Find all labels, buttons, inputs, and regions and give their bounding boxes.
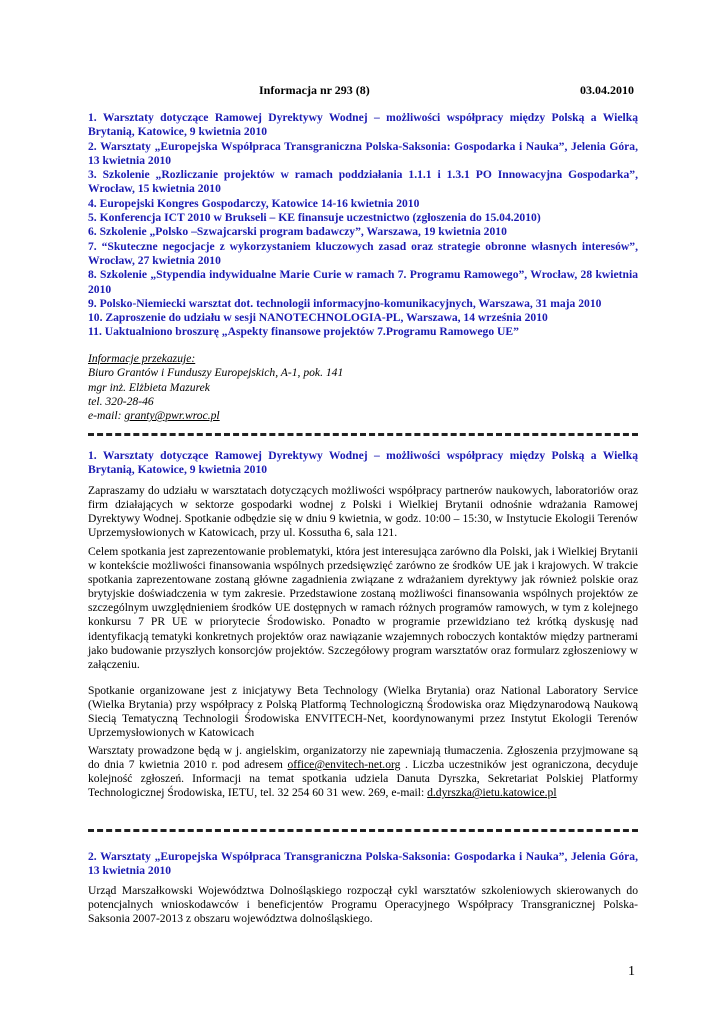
contact-email-link[interactable]: granty@pwr.wroc.pl [124,409,220,423]
toc-item-7[interactable]: 7. “Skuteczne negocjacje z wykorzystaniem kluczowych zasad oraz strategie obronne własnych interesów”, Wrocław, 27 kwietnia 2010 [88,239,638,267]
toc-item-10[interactable]: 10. Zaproszenie do udziału w sesji NANOTECHNOLOGIA-PL, Warszawa, 14 września 2010 [88,311,548,325]
contact-organization: Biuro Grantów i Funduszy Europejskich, A-1, pok. 141 [88,366,344,380]
section-1-p4-text-b: . Liczba uczestników jest ograniczona, decyduje kolejność zgłoszeń. Informacji na temat spotkania udziela Danuta Dyrszka, Sekretariat Polskiej Platformy Technologicznej Środowiska, IETU, tel. 32 254 60 31 wew. 269, e-mail: [88,758,638,800]
toc-item-1[interactable]: 1. Warsztaty dotyczące Ramowej Dyrektywy Wodnej – możliwości współpracy między Polską a Wielką Brytanią, Katowice, 9 kwietnia 2010 [88,111,638,139]
table-of-contents [88,111,638,340]
page-number: 1 [628,964,635,979]
toc-item-9[interactable]: 9. Polsko-Niemiecki warsztat dot. technologii informacyjno-komunikacyjnych, Warszawa, 31 maja 2010 [88,296,602,310]
contact-email-line [88,409,488,423]
bulletin-title: Informacja nr 293 (8) [259,83,370,97]
section-1-paragraph-1: Zapraszamy do udziału w warsztatach dotyczących możliwości współpracy partnerów naukowych, laboratoriów oraz firm działających w sektorze gospodarki wodnej z Polski i Wielkiej Brytanii odnośnie wdrażania Ramowej Dyrektywy Wodnej. Spotkanie odbędzie się w dniu 9 kwietnia, w godz. 10:00 – 15:30, w Instytucie Ekologii Terenów Uprzemysłowionych w Katowicach, przy ul. Kossutha 6, sala 121. [88,484,638,540]
contact-person: mgr inż. Elżbieta Mazurek [88,380,210,394]
section-divider [88,433,638,436]
contact-email-label: e-mail: [88,409,125,423]
toc-item-3[interactable]: 3. Szkolenie „Rozliczanie projektów w ramach poddziałania 1.1.1 i 1.3.1 PO Innowacyjna Gospodarka”, Wrocław, 15 kwietnia 2010 [88,168,638,196]
toc-item-5[interactable]: 5. Konferencja ICT 2010 w Brukseli – KE finansuje uczestnictwo (zgłoszenia do 15.04.2010) [88,211,541,225]
section-1-paragraph-4 [88,744,638,800]
toc-item-6[interactable]: 6. Szkolenie „Polsko –Szwajcarski program badawczy”, Warszawa, 19 kwietnia 2010 [88,225,507,239]
bulletin-date: 03.04.2010 [580,83,634,97]
section-1-title: 1. Warsztaty dotyczące Ramowej Dyrektywy Wodnej – możliwości współpracy między Polską a Wielką Brytanią, Katowice, 9 kwietnia 2010 [88,449,638,477]
toc-item-4[interactable]: 4. Europejski Kongres Gospodarczy, Katowice 14-16 kwietnia 2010 [88,196,420,210]
contact-block [88,352,488,423]
section-1-paragraph-2: Celem spotkania jest zaprezentowanie problematyki, która jest interesująca zarówno dla Polski, jak i Wielkiej Brytanii w kontekście możliwości finansowania wspólnych przedsięwzięć zarówno ze środków UE jak i krajowych. W trakcie spotkania zaprezentowane zostaną główne zagadnienia związane z wdrażaniem dyrektywy jak również polskie oraz brytyjskie doświadczenia w tym zakresie. Przedstawione zostaną możliwości finansowania wspólnych projektów ze szczególnym uwzględnieniem środków UE dostępnych w ramach różnych programów ramowych, w tym z kolejnego konkursu 7 PR UE w priorytecie Środowisko. Ponadto w programie przewidziano też krótką dyskusję nad identyfikacją tematyki konkretnych projektów oraz nawiązanie wzajemnych roboczych kontaktów między partnerami jako budowanie przyszłych konsorcjów projektów. Szczegółowy program warsztatów oraz formularz zgłoszeniowy w załączeniu. [88,545,638,671]
toc-item-8[interactable]: 8. Szkolenie „Stypendia indywidualne Marie Curie w ramach 7. Programu Ramowego”, Wrocław, 28 kwietnia 2010 [88,268,638,296]
contact-phone: tel. 320-28-46 [88,394,154,408]
contact-email-link-2[interactable]: d.dyrszka@ietu.katowice.pl [427,786,557,800]
section-2-title: 2. Warsztaty „Europejska Współpraca Transgraniczna Polska-Saksonia: Gospodarka i Nauka”, Jelenia Góra, 13 kwietnia 2010 [88,850,638,878]
toc-item-11[interactable]: 11. Uaktualniono broszurę „Aspekty finansowe projektów 7.Programu Ramowego UE” [88,325,519,339]
section-1-p4-text-a: Warsztaty prowadzone będą w j. angielskim, organizatorzy nie zapewniają tłumaczenia. Zgłoszenia przyjmowane są do dnia 7 kwietnia 2010 r. pod adresem [88,744,638,772]
contact-heading: Informacje przekazuje: [88,352,196,365]
toc-item-2[interactable]: 2. Warsztaty „Europejska Współpraca Transgraniczna Polska-Saksonia: Gospodarka i Nauka”, Jelenia Góra, 13 kwietnia 2010 [88,139,638,167]
organizer-email-link[interactable]: office@envitech-net.org [287,758,401,772]
section-divider [88,829,638,832]
section-2-paragraph-1: Urząd Marszałkowski Województwa Dolnośląskiego rozpoczął cykl warsztatów szkoleniowych skierowanych do potencjalnych wnioskodawców i beneficjentów Programu Operacyjnego Współpracy Transgranicznej Polska-Saksonia 2007-2013 z obszaru województwa dolnośląskiego. [88,884,638,926]
section-1-paragraph-3: Spotkanie organizowane jest z inicjatywy Beta Technology (Wielka Brytania) oraz National Laboratory Service (Wielka Brytania) przy współpracy z Polską Platformą Technologiczną Środowiska oraz Międzynarodową Naukową Siecią Tematyczną Technologii Środowiska ENVITECH-Net, koordynowanymi przez Instytut Ekologii Terenów Uprzemysłowionych w Katowicach [88,684,638,740]
